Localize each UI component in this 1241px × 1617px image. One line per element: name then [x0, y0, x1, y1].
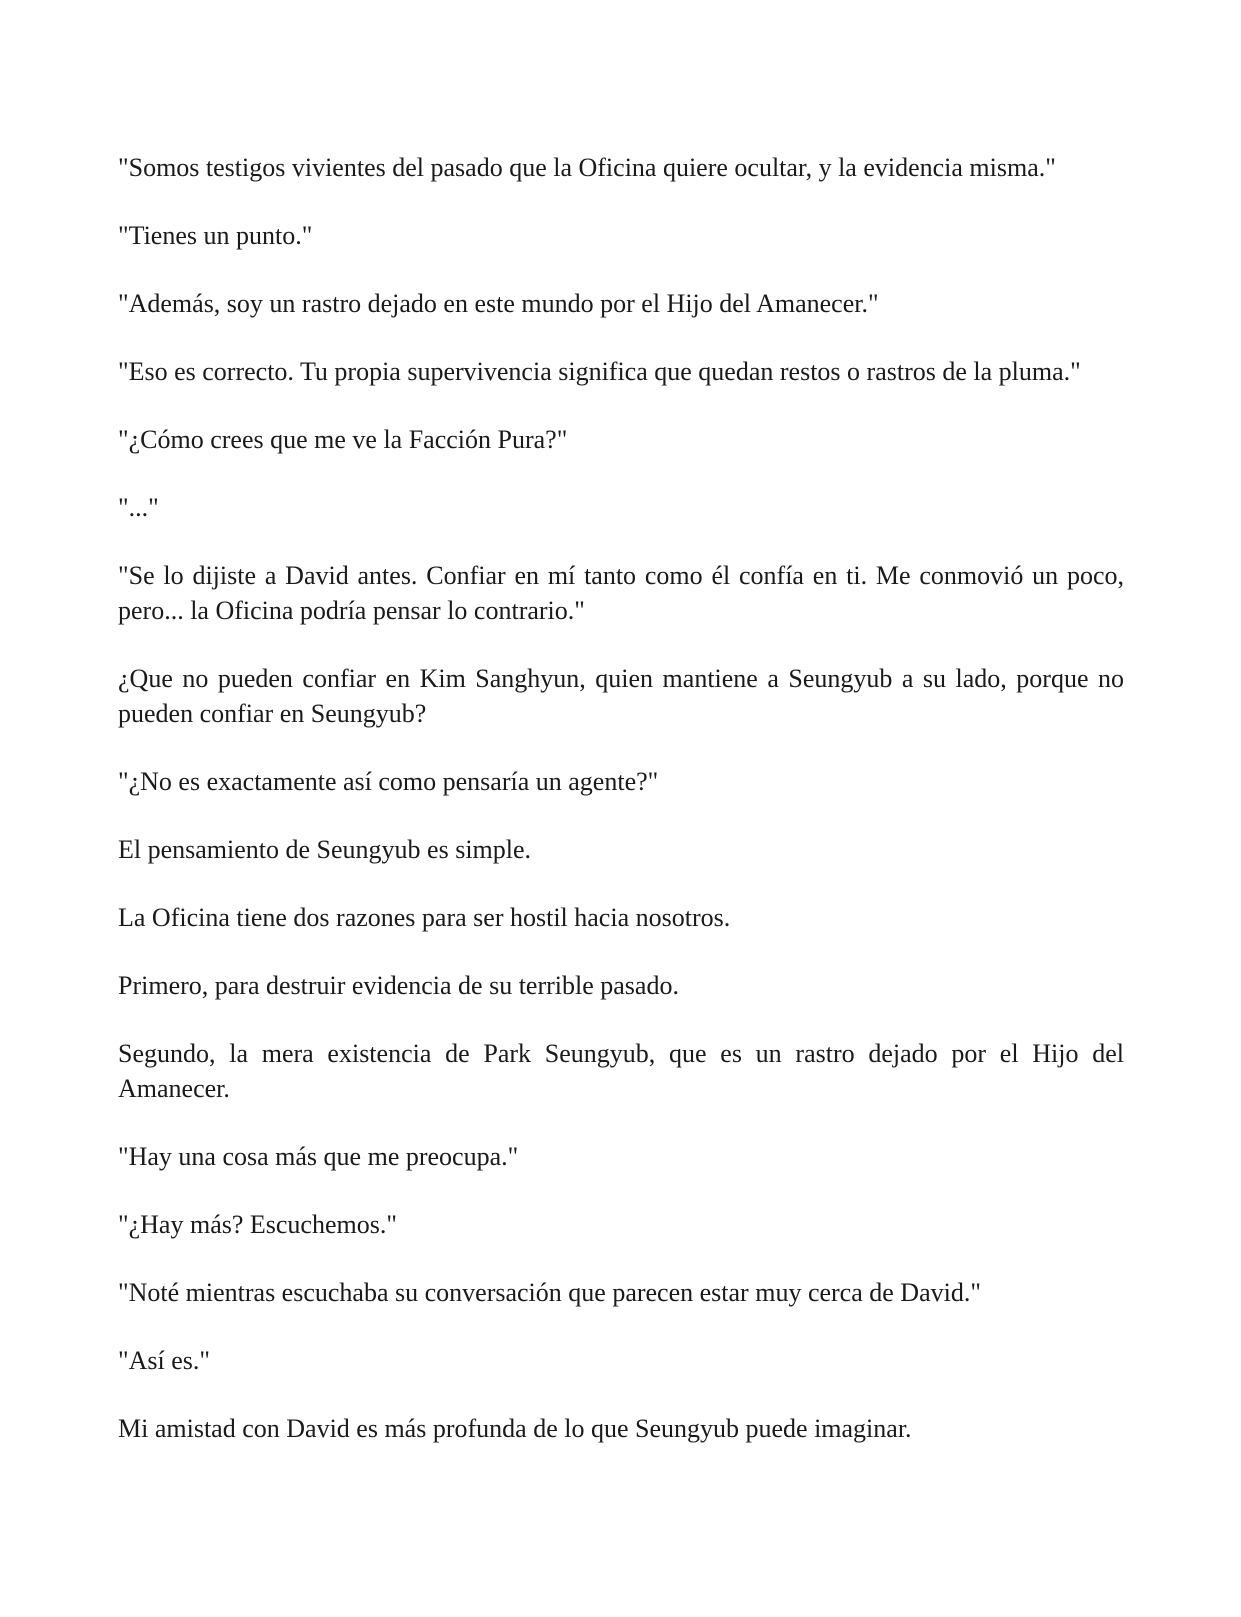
document-body: [118, 150, 1124, 1446]
paragraph: Segundo, la mera existencia de Park Seungyub, que es un rastro dejado por el Hijo del Amanecer.: [118, 1039, 1124, 1103]
paragraph: "Tienes un punto.": [118, 221, 313, 250]
paragraph: El pensamiento de Seungyub es simple.: [118, 835, 532, 864]
paragraph: La Oficina tiene dos razones para ser hostil hacia nosotros.: [118, 903, 731, 932]
paragraph: "Somos testigos vivientes del pasado que la Oficina quiere ocultar, y la evidencia misma.": [118, 153, 1056, 182]
paragraph: "Hay una cosa más que me preocupa.": [118, 1142, 519, 1171]
paragraph: Mi amistad con David es más profunda de lo que Seungyub puede imaginar.: [118, 1414, 912, 1443]
paragraph: ¿Que no pueden confiar en Kim Sanghyun, quien mantiene a Seungyub a su lado, porque no pueden confiar en Seungyub?: [118, 664, 1124, 728]
paragraph: "Además, soy un rastro dejado en este mundo por el Hijo del Amanecer.": [118, 289, 879, 318]
paragraph: Primero, para destruir evidencia de su terrible pasado.: [118, 971, 679, 1000]
paragraph: "Así es.": [118, 1346, 211, 1375]
paragraph: "...": [118, 493, 159, 522]
paragraph: "¿No es exactamente así como pensaría un agente?": [118, 767, 659, 796]
paragraph: "Eso es correcto. Tu propia supervivencia significa que quedan restos o rastros de la pluma.": [118, 357, 1081, 386]
paragraph: "Noté mientras escuchaba su conversación que parecen estar muy cerca de David.": [118, 1278, 981, 1307]
paragraph: "¿Cómo crees que me ve la Facción Pura?": [118, 425, 568, 454]
paragraph: "¿Hay más? Escuchemos.": [118, 1210, 397, 1239]
paragraph: "Se lo dijiste a David antes. Confiar en mí tanto como él confía en ti. Me conmovió un poco, pero... la Oficina podría pensar lo contrario.": [118, 561, 1124, 625]
